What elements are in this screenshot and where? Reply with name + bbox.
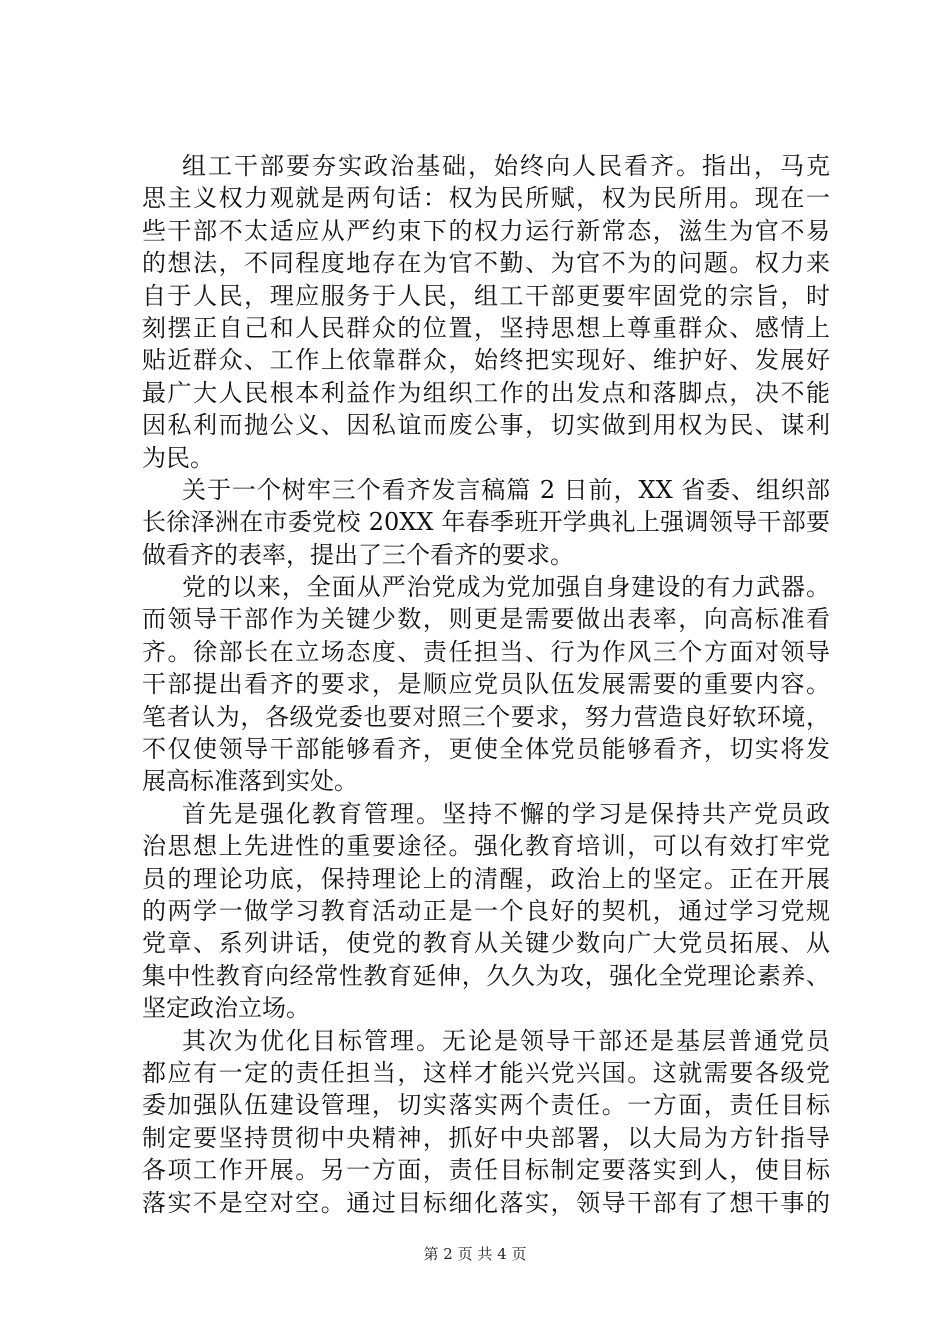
text-line: 笔者认为，各级党委也要对照三个要求，努力营造良好软环境， bbox=[142, 702, 830, 731]
text-line: 制定要坚持贯彻中央精神，抓好中央部署，以大局为方针指导 bbox=[142, 1123, 830, 1152]
text-line: 做看齐的表率，提出了三个看齐的要求。 bbox=[142, 540, 574, 569]
text-line: 贴近群众、工作上依靠群众，始终把实现好、维护好、发展好 bbox=[142, 346, 830, 375]
text-line: 干部提出看齐的要求，是顺应党员队伍发展需要的重要内容。 bbox=[142, 670, 830, 699]
paragraph-2 bbox=[142, 474, 830, 571]
text-line: 而领导干部作为关键少数，则更是需要做出表率，向高标准看 bbox=[142, 605, 830, 634]
document-body bbox=[142, 150, 830, 1219]
text-line: 关于一个树牢三个看齐发言稿篇 2 日前，XX 省委、组织部 bbox=[182, 475, 830, 504]
text-line: 展高标准落到实处。 bbox=[142, 767, 358, 796]
text-line: 的两学一做学习教育活动正是一个良好的契机，通过学习党规 bbox=[142, 896, 830, 925]
paragraph-3 bbox=[142, 571, 830, 798]
text-line: 落实不是空对空。通过目标细化落实，领导干部有了想干事的 bbox=[142, 1188, 830, 1217]
text-line: 集中性教育向经常性教育延伸，久久为攻，强化全党理论素养、 bbox=[142, 961, 830, 990]
paragraph-5 bbox=[142, 1025, 830, 1219]
text-line: 坚定政治立场。 bbox=[142, 994, 310, 1023]
paragraph-1 bbox=[142, 150, 830, 474]
text-line: 齐。徐部长在立场态度、责任担当、行为作风三个方面对领导 bbox=[142, 637, 830, 666]
text-line: 委加强队伍建设管理，切实落实两个责任。一方面，责任目标 bbox=[142, 1091, 830, 1120]
text-line: 自于人民，理应服务于人民，组工干部更要牢固党的宗旨，时 bbox=[142, 281, 830, 310]
text-line: 思主义权力观就是两句话：权为民所赋，权为民所用。现在一 bbox=[142, 184, 830, 213]
text-line: 些干部不太适应从严约束下的权力运行新常态，滋生为官不易 bbox=[142, 216, 830, 245]
text-line: 因私利而抛公义、因私谊而废公事，切实做到用权为民、谋利 bbox=[142, 411, 830, 440]
page-number: 第 2 页 共 4 页 bbox=[423, 1245, 527, 1263]
text-line: 为民。 bbox=[142, 443, 214, 472]
text-line: 党章、系列讲话，使党的教育从关键少数向广大党员拓展、从 bbox=[142, 929, 830, 958]
page-footer bbox=[0, 1243, 950, 1264]
text-line: 最广大人民根本利益作为组织工作的出发点和落脚点，决不能 bbox=[142, 378, 830, 407]
text-line: 的想法，不同程度地存在为官不勤、为官不为的问题。权力来 bbox=[142, 249, 830, 278]
text-line: 各项工作开展。另一方面，责任目标制定要落实到人，使目标 bbox=[142, 1156, 830, 1185]
text-line: 首先是强化教育管理。坚持不懈的学习是保持共产党员政 bbox=[182, 799, 830, 828]
text-line: 长徐泽洲在市委党校 20XX 年春季班开学典礼上强调领导干部要 bbox=[142, 508, 830, 537]
text-line: 刻摆正自己和人民群众的位置，坚持思想上尊重群众、感情上 bbox=[142, 313, 830, 342]
text-line: 党的以来，全面从严治党成为党加强自身建设的有力武器。 bbox=[182, 573, 830, 602]
text-line: 都应有一定的责任担当，这样才能兴党兴国。这就需要各级党 bbox=[142, 1058, 830, 1087]
text-line: 治思想上先进性的重要途径。强化教育培训，可以有效打牢党 bbox=[142, 832, 830, 861]
text-line: 其次为优化目标管理。无论是领导干部还是基层普通党员 bbox=[182, 1026, 830, 1055]
text-line: 员的理论功底，保持理论上的清醒，政治上的坚定。正在开展 bbox=[142, 864, 830, 893]
paragraph-4 bbox=[142, 798, 830, 1025]
text-line: 不仅使领导干部能够看齐，更使全体党员能够看齐，切实将发 bbox=[142, 735, 830, 764]
text-line: 组工干部要夯实政治基础，始终向人民看齐。指出，马克 bbox=[182, 152, 830, 180]
